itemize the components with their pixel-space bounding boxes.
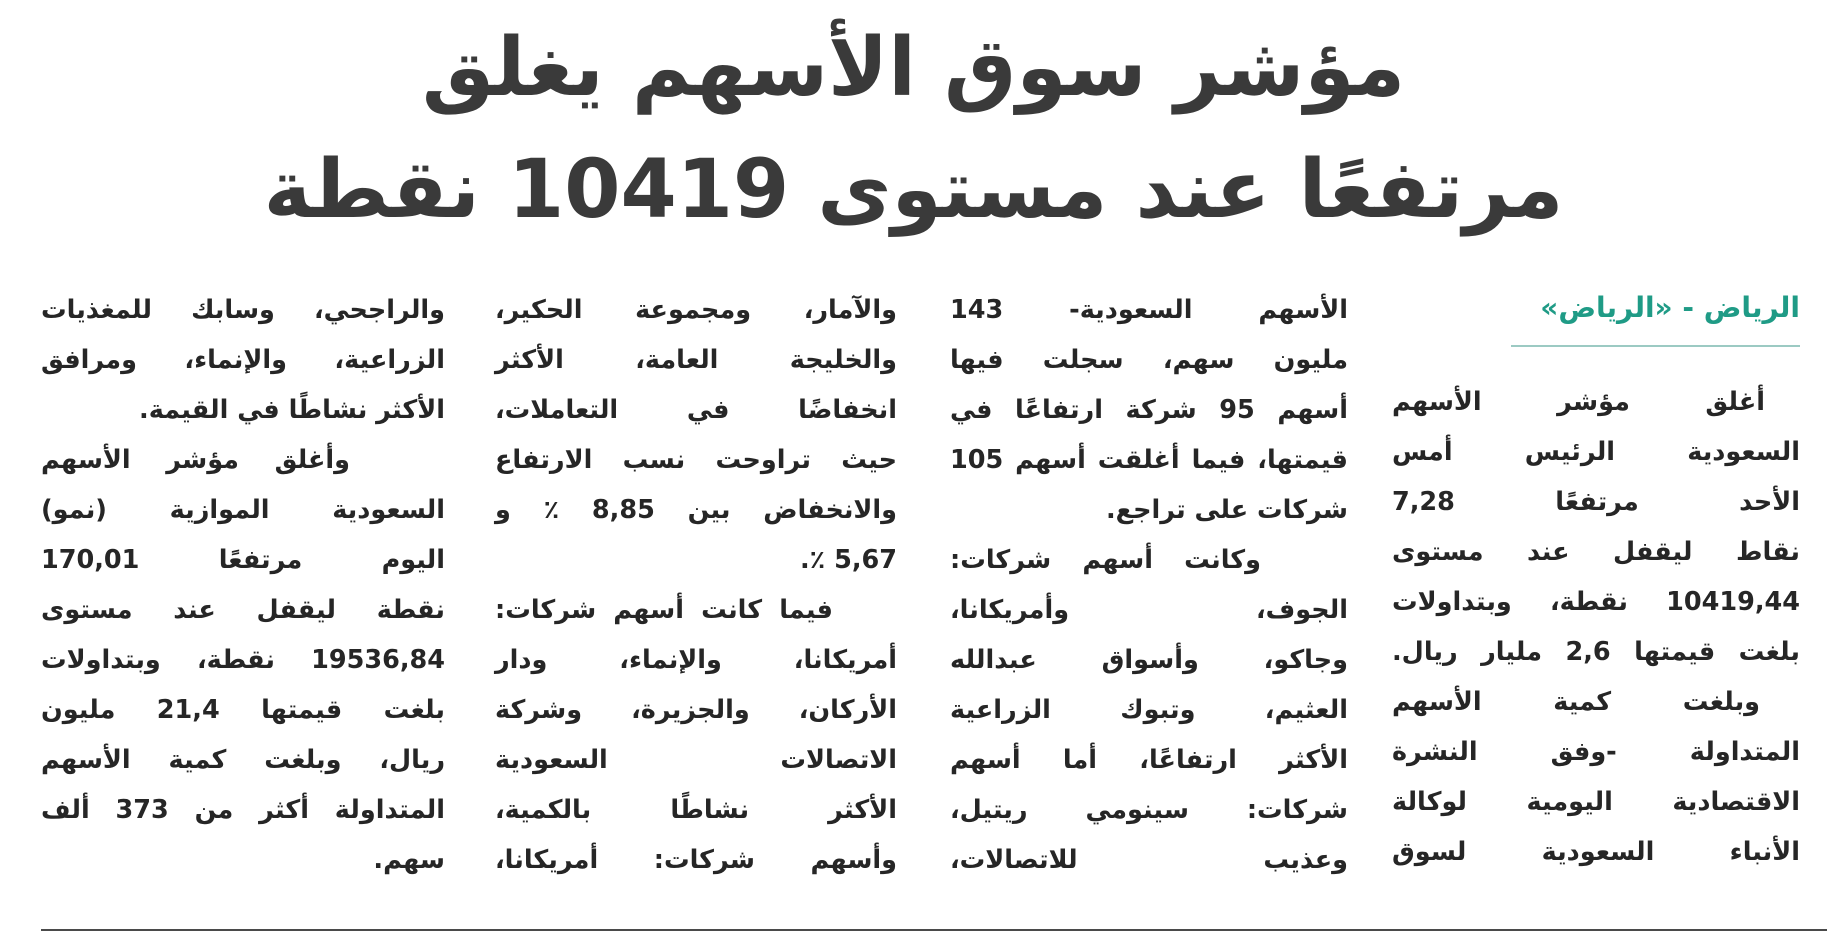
text-line: شركات: سينومي ريتيل، (950, 795, 1348, 825)
text-line: المتداولة أكثر من 373 ألف (41, 795, 445, 825)
text-line: الأكثر نشاطًا في القيمة. (139, 395, 445, 425)
text-line: الأكثر نشاطًا بالكمية، (495, 795, 897, 825)
text-line: حيث تراوحت نسب الارتفاع (495, 445, 897, 475)
text-line: أغلق مؤشر الأسهم (1392, 387, 1765, 417)
byline-divider (1511, 345, 1800, 347)
text-line: والآمار، ومجموعة الحكير، (495, 295, 897, 325)
text-line: اليوم مرتفعًا 170,01 (41, 545, 445, 575)
article-column-1 (1392, 377, 1800, 877)
text-line: الأكثر ارتفاعًا، أما أسهم (950, 745, 1348, 775)
text-line: والانخفاض بين 8,85 ٪ و (495, 495, 898, 525)
text-line: ريال، وبلغت كمية الأسهم (41, 745, 445, 775)
text-line: وأغلق مؤشر الأسهم (41, 445, 350, 475)
text-line: شركات على تراجع. (1105, 495, 1348, 525)
text-line: الأنباء السعودية لسوق (1392, 837, 1800, 867)
text-line: الأحد مرتفعًا 7,28 (1392, 487, 1800, 517)
text-line: المتداولة -وفق النشرة (1392, 737, 1800, 767)
headline-line-1: مؤشر سوق الأسهم يغلق (421, 21, 1406, 115)
text-line: وأسهم شركات: أمريكانا، (495, 845, 897, 875)
text-line: وجاكو، وأسواق عبدالله (950, 645, 1348, 675)
text-line: وبلغت كمية الأسهم (1392, 687, 1760, 717)
text-line: وعذيب للاتصالات، (950, 845, 1348, 875)
text-line: مليون سهم، سجلت فيها (950, 345, 1348, 375)
text-line: 10419,44 نقطة، وبتداولات (1392, 587, 1800, 617)
text-line: والراجحي، وسابك للمغذيات (41, 295, 445, 325)
text-line: الأركان، والجزيرة، وشركة (495, 695, 897, 725)
text-line: نقطة ليقفل عند مستوى (41, 595, 445, 625)
text-line: الأسهم السعودية- 143 (950, 295, 1348, 325)
bottom-divider (41, 929, 1827, 931)
text-line: أمريكانا، والإنماء، ودار (495, 645, 897, 675)
article-column-4 (41, 285, 445, 885)
text-line: الاقتصادية اليومية لوكالة (1392, 787, 1800, 817)
text-line: قيمتها، فيما أغلقت أسهم 105 (950, 445, 1348, 475)
text-line: فيما كانت أسهم شركات: (495, 595, 833, 625)
text-line: الجوف، وأمريكانا، (950, 595, 1348, 625)
text-line: أسهم 95 شركة ارتفاعًا في (950, 395, 1348, 425)
article-column-3 (495, 285, 897, 885)
text-line: الاتصالات السعودية (495, 745, 897, 775)
text-line: العثيم، وتبوك الزراعية (950, 695, 1348, 725)
headline-line-2: مرتفعًا عند مستوى 10419 نقطة (263, 143, 1564, 237)
text-line: 19536,84 نقطة، وبتداولات (41, 645, 445, 675)
text-line: السعودية الموازية (نمو) (41, 495, 445, 525)
text-line: وكانت أسهم شركات: (950, 545, 1261, 575)
text-line: بلغت قيمتها 21,4 مليون (41, 695, 445, 725)
text-line: السعودية الرئيس أمس (1392, 437, 1800, 467)
text-line: انخفاضًا في التعاملات، (495, 395, 897, 425)
text-line: نقاط ليقفل عند مستوى (1392, 537, 1800, 567)
article-column-2 (950, 285, 1348, 885)
text-line: سهم. (373, 845, 445, 875)
text-line: والخليجة العامة، الأكثر (495, 345, 897, 375)
byline: الرياض - «الرياض» (1540, 291, 1800, 324)
text-line: 5,67 ٪. (799, 545, 897, 575)
text-line: الزراعية، والإنماء، ومرافق (41, 345, 445, 375)
text-line: بلغت قيمتها 2,6 مليار ريال. (1392, 637, 1800, 667)
